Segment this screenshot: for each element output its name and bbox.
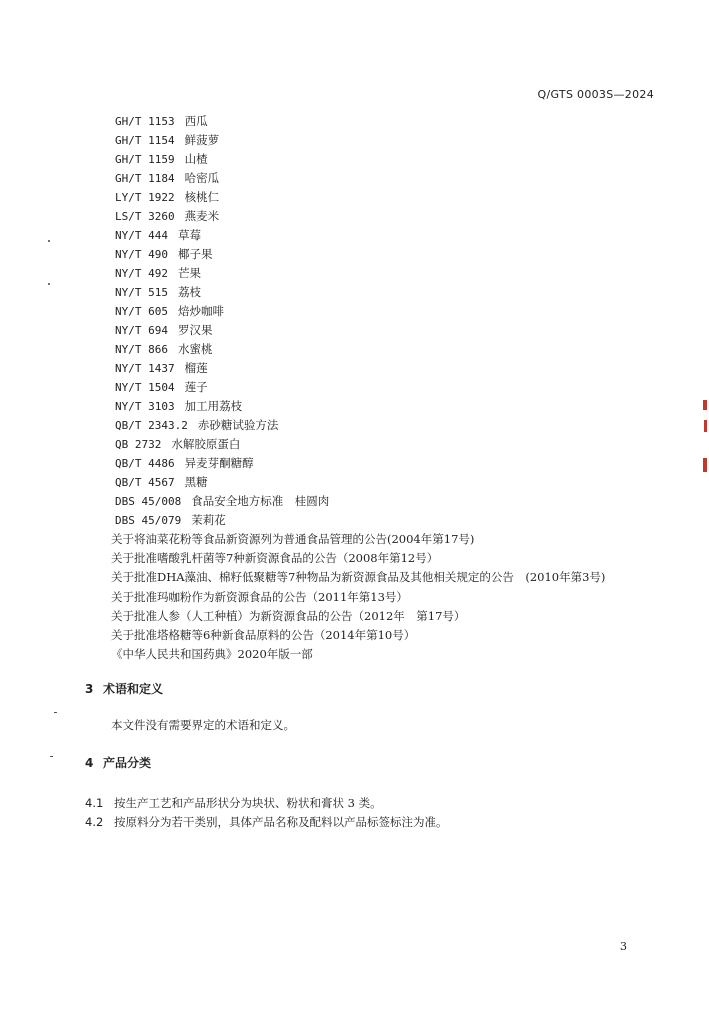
standard-code: NY/T 1437 [115, 362, 175, 375]
edge-stamp-mark [704, 420, 707, 432]
reference-item [115, 207, 329, 226]
clause-text: 按生产工艺和产品形状分为块状、粉状和膏状 3 类。 [114, 796, 382, 810]
reference-item [115, 511, 329, 530]
notice-item: 关于批准人参（人工种植）为新资源食品的公告（2012年 第17号） [111, 608, 466, 623]
standard-code: GH/T 1184 [115, 172, 175, 185]
reference-item [115, 321, 329, 340]
clause-number: 4.1 [85, 796, 104, 810]
standard-code: GH/T 1159 [115, 153, 175, 166]
standard-title: 赤砂糖试验方法 [197, 418, 279, 432]
reference-standards-list [115, 112, 329, 530]
standard-code: NY/T 444 [115, 229, 168, 242]
section-4-heading [85, 754, 151, 771]
section-title: 术语和定义 [103, 682, 164, 696]
reference-item [115, 340, 329, 359]
edge-stamp-mark [703, 400, 707, 410]
reference-item [115, 492, 329, 511]
standard-code: LY/T 1922 [115, 191, 175, 204]
section-number: 3 [85, 682, 94, 696]
reference-item [115, 454, 329, 473]
reference-item [115, 416, 329, 435]
document-code: Q/GTS 0003S—2024 [537, 88, 654, 101]
reference-item [115, 226, 329, 245]
standard-code: NY/T 866 [115, 343, 168, 356]
scan-speck [54, 712, 57, 713]
standard-code: GH/T 1154 [115, 134, 175, 147]
standard-title: 哈密瓜 [184, 171, 220, 185]
reference-item [115, 112, 329, 131]
standard-code: QB/T 4567 [115, 476, 175, 489]
reference-item [115, 397, 329, 416]
notice-item: 关于将油菜花粉等食品新资源列为普通食品管理的公告(2004年第17号) [111, 532, 475, 546]
standard-title: 异麦芽酮糖醇 [184, 456, 254, 470]
clause-text: 按原料分为若干类别，具体产品名称及配料以产品标签标注为准。 [114, 815, 448, 829]
reference-item [115, 435, 329, 454]
section-number: 4 [85, 756, 94, 770]
standard-title: 燕麦米 [184, 209, 220, 223]
page-number: 3 [620, 940, 627, 953]
standard-code: NY/T 490 [115, 248, 168, 261]
standard-code: NY/T 492 [115, 267, 168, 280]
standard-code: DBS 45/079 [115, 514, 182, 527]
standard-title: 鲜菠萝 [184, 133, 220, 147]
standard-title: 水解胶原蛋白 [171, 437, 241, 451]
standard-title: 核桃仁 [184, 190, 220, 204]
reference-item [115, 150, 329, 169]
standard-code: NY/T 605 [115, 305, 168, 318]
standard-code: NY/T 694 [115, 324, 168, 337]
reference-item [115, 473, 329, 492]
scan-speck [50, 756, 53, 757]
clause-number: 4.2 [85, 815, 104, 829]
reference-item [115, 378, 329, 397]
standard-title: 食品安全地方标准 桂圆肉 [191, 494, 330, 508]
reference-item [115, 169, 329, 188]
standard-code: NY/T 3103 [115, 400, 175, 413]
reference-item [115, 131, 329, 150]
standard-title: 焙炒咖啡 [177, 304, 224, 318]
standard-title: 莲子 [184, 380, 208, 394]
clause-4-2 [85, 814, 448, 830]
standard-code: QB/T 2343.2 [115, 419, 188, 432]
standard-title: 西瓜 [184, 114, 208, 128]
reference-item [115, 359, 329, 378]
scan-speck [48, 283, 50, 285]
standard-title: 黑糖 [184, 475, 208, 489]
reference-item [115, 188, 329, 207]
section-3-body: 本文件没有需要界定的术语和定义。 [111, 718, 295, 732]
standard-title: 水蜜桃 [177, 342, 213, 356]
standard-code: QB/T 4486 [115, 457, 175, 470]
standard-title: 加工用荔枝 [184, 399, 243, 413]
standard-code: NY/T 515 [115, 286, 168, 299]
notice-item: 《中华人民共和国药典》2020年版一部 [111, 647, 313, 662]
standard-title: 茉莉花 [191, 513, 226, 527]
reference-item [115, 283, 329, 302]
standard-code: LS/T 3260 [115, 210, 175, 223]
notice-item: 关于批准DHA藻油、棉籽低聚糖等7种物品为新资源食品及其他相关规定的公告 (2010年第3号) [111, 570, 606, 585]
section-title: 产品分类 [103, 756, 152, 770]
standard-title: 榴莲 [184, 361, 208, 375]
standard-title: 芒果 [177, 266, 201, 280]
reference-item [115, 245, 329, 264]
notice-item: 关于批准塔格糖等6种新食品原料的公告（2014年第10号） [111, 627, 416, 642]
standard-code: QB 2732 [115, 438, 162, 451]
scan-speck [48, 240, 50, 242]
standard-title: 山楂 [184, 152, 208, 166]
standard-title: 草莓 [177, 228, 201, 242]
edge-stamp-mark [703, 458, 707, 472]
regulatory-notices-list [111, 530, 605, 664]
clause-4-1 [85, 795, 382, 811]
standard-code: NY/T 1504 [115, 381, 175, 394]
reference-item [115, 302, 329, 321]
standard-code: DBS 45/008 [115, 495, 182, 508]
standard-title: 罗汉果 [177, 323, 213, 337]
notice-item: 关于批准嗜酸乳杆菌等7种新资源食品的公告（2008年第12号） [111, 551, 439, 566]
section-3-heading [85, 680, 163, 697]
standard-title: 荔枝 [177, 285, 201, 299]
standard-code: GH/T 1153 [115, 115, 175, 128]
standard-title: 椰子果 [177, 247, 213, 261]
notice-item: 关于批准玛咖粉作为新资源食品的公告（2011年第13号） [111, 589, 408, 604]
reference-item [115, 264, 329, 283]
